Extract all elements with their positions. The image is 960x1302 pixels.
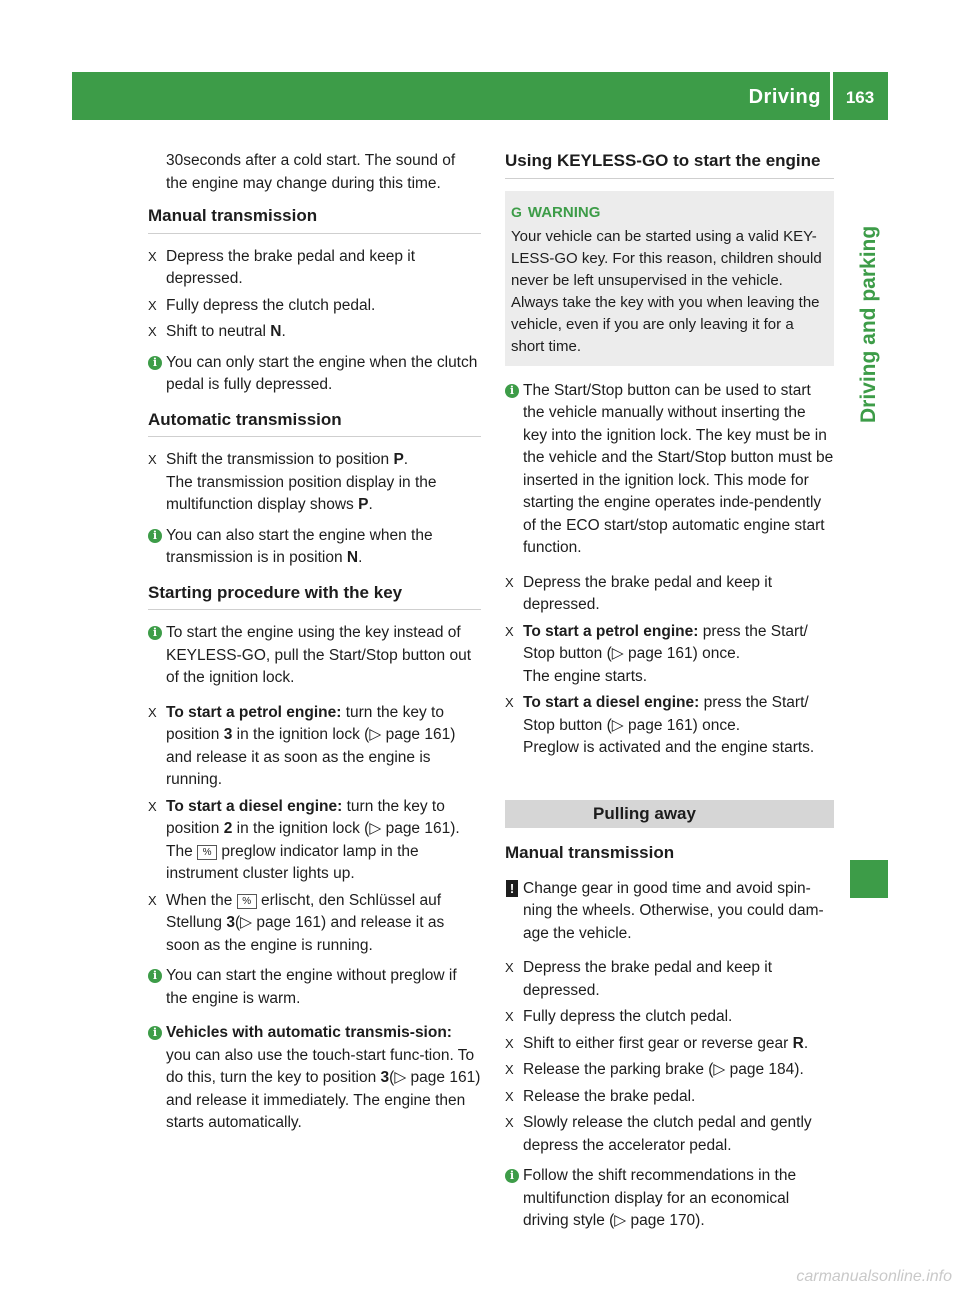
warning-title: G WARNING xyxy=(511,203,601,221)
list-item: X Depress the brake pedal and keep it depressed. xyxy=(148,247,416,287)
list-item: X Shift to neutral N. xyxy=(148,321,481,344)
info-note: i You can only start the engine when the clutch pedal is fully depressed. xyxy=(148,352,481,397)
intro-text: 30seconds after a cold start. The sound of the engine may change during this time. xyxy=(166,152,456,192)
step-arrow-icon: X xyxy=(505,1009,514,1024)
preglow-indicator-icon: % xyxy=(237,894,257,909)
warning-text: Your vehicle can be started using a valid KEY-LESS-GO key. For this reason, children should never be left unsupervised in the vehicle. Always take the key with you when leaving the vehicle, even if you are only leaving it for a short time. xyxy=(511,227,822,355)
list-item: X When the % erlischt, den Schlüssel auf Stellung 3(▷ page 161) and release it as soon as the engine is running. xyxy=(148,891,445,954)
step-arrow-icon: X xyxy=(505,1062,514,1077)
warning-triangle-icon: G xyxy=(511,203,522,220)
manual-transmission-heading: Manual transmission xyxy=(148,205,481,234)
step-arrow-icon: X xyxy=(505,1115,514,1130)
step-arrow-icon: X xyxy=(148,892,157,908)
step-arrow-icon: X xyxy=(148,248,157,264)
step-arrow-icon: X xyxy=(505,960,514,975)
info-icon: i xyxy=(148,1026,162,1040)
list-item: X Release the brake pedal. xyxy=(505,1086,834,1109)
info-icon: i xyxy=(148,529,162,543)
list-item: X To start a petrol engine: press the Start/ Stop button (▷ page 161) once. The engine starts. xyxy=(505,622,808,685)
watermark: carmanualsonline.info xyxy=(796,1268,952,1285)
list-item: X Depress the brake pedal and keep it depressed. xyxy=(505,573,773,613)
info-note: i To start the engine using the key instead of KEYLESS-GO, pull the Start/Stop button out of the ignition lock. xyxy=(148,622,481,690)
step-arrow-icon: X xyxy=(505,623,514,639)
step-arrow-icon: X xyxy=(148,798,157,814)
list-item: X Shift to either first gear or reverse gear R. xyxy=(505,1033,834,1056)
side-chapter-tab: Driving and parking xyxy=(857,225,880,424)
info-note: i You can also start the engine when the transmission is in position N. xyxy=(148,525,481,570)
info-note: i Vehicles with automatic transmis-sion: you can also use the touch-start func-tion. To do this, turn the key to position 3(▷ page 161) and release it immediately. The engine then starts automatically. xyxy=(148,1022,481,1135)
info-icon: i xyxy=(148,626,162,640)
list-item: X Release the parking brake (▷ page 184). xyxy=(505,1059,834,1082)
list-item: X To start a diesel engine: press the Start/ Stop button (▷ page 161) once. Preglow is activated and the engine starts. xyxy=(505,694,815,756)
info-icon: i xyxy=(148,356,162,370)
left-column xyxy=(148,150,481,1147)
info-icon: i xyxy=(505,1169,519,1183)
step-arrow-icon: X xyxy=(148,452,157,467)
step-arrow-icon: X xyxy=(505,1088,514,1104)
step-arrow-icon: X xyxy=(505,574,514,590)
list-item: X Depress the brake pedal and keep it depressed. xyxy=(505,959,773,999)
step-arrow-icon: X xyxy=(505,695,514,710)
step-arrow-icon: X xyxy=(148,704,157,720)
list-item: X To start a diesel engine: turn the key to position 2 in the ignition lock (▷ page 161). The % preglow indicator lamp in the instrument cluster lights up. xyxy=(148,797,460,882)
side-chapter-marker xyxy=(850,860,888,898)
keyless-go-heading: Using KEYLESS-GO to start the engine xyxy=(505,150,834,179)
page-section-title: Driving xyxy=(748,86,821,108)
info-icon: i xyxy=(148,969,162,983)
list-item: X Slowly release the clutch pedal and gently depress the accelerator pedal. xyxy=(505,1114,812,1154)
step-arrow-icon: X xyxy=(148,297,157,313)
info-note: i The Start/Stop button can be used to start the vehicle manually without inserting the key into the ignition lock. The key must be in the vehicle and the Start/Stop button must be inserted in the ignition lock. This mode for starting the engine operates inde-pendently of the ECO start/stop automatic engine start function. xyxy=(505,380,834,560)
key-start-heading: Starting procedure with the key xyxy=(148,582,481,611)
info-note: i Follow the shift recommendations in the multifunction display for an economical driving style (▷ page 170). xyxy=(505,1165,834,1233)
caution-icon: ! xyxy=(506,880,518,897)
info-icon: i xyxy=(505,384,519,398)
info-note: i You can start the engine without preglow if the engine is warm. xyxy=(148,965,481,1010)
pulling-manual-heading: Manual transmission xyxy=(505,843,675,862)
list-item: X Shift the transmission to position P. The transmission position display in the multifunction display shows P. xyxy=(148,451,437,513)
warning-box xyxy=(505,191,834,366)
pulling-away-heading: Pulling away xyxy=(505,800,834,829)
caution-note: ! Change gear in good time and avoid spin-ning the wheels. Otherwise, you could dam-age the vehicle. xyxy=(505,878,834,946)
step-arrow-icon: X xyxy=(148,324,157,339)
header-divider xyxy=(830,72,833,120)
automatic-transmission-heading: Automatic transmission xyxy=(148,409,481,438)
list-item: X To start a petrol engine: turn the key to position 3 in the ignition lock (▷ page 161) and release it as soon as the engine is running. xyxy=(148,703,456,788)
right-column xyxy=(505,150,834,1245)
preglow-indicator-icon: % xyxy=(197,845,217,860)
list-item: X Fully depress the clutch pedal. xyxy=(505,1006,834,1029)
step-arrow-icon: X xyxy=(505,1035,514,1051)
page-number: 163 xyxy=(845,88,875,107)
list-item: X Fully depress the clutch pedal. xyxy=(148,295,481,318)
